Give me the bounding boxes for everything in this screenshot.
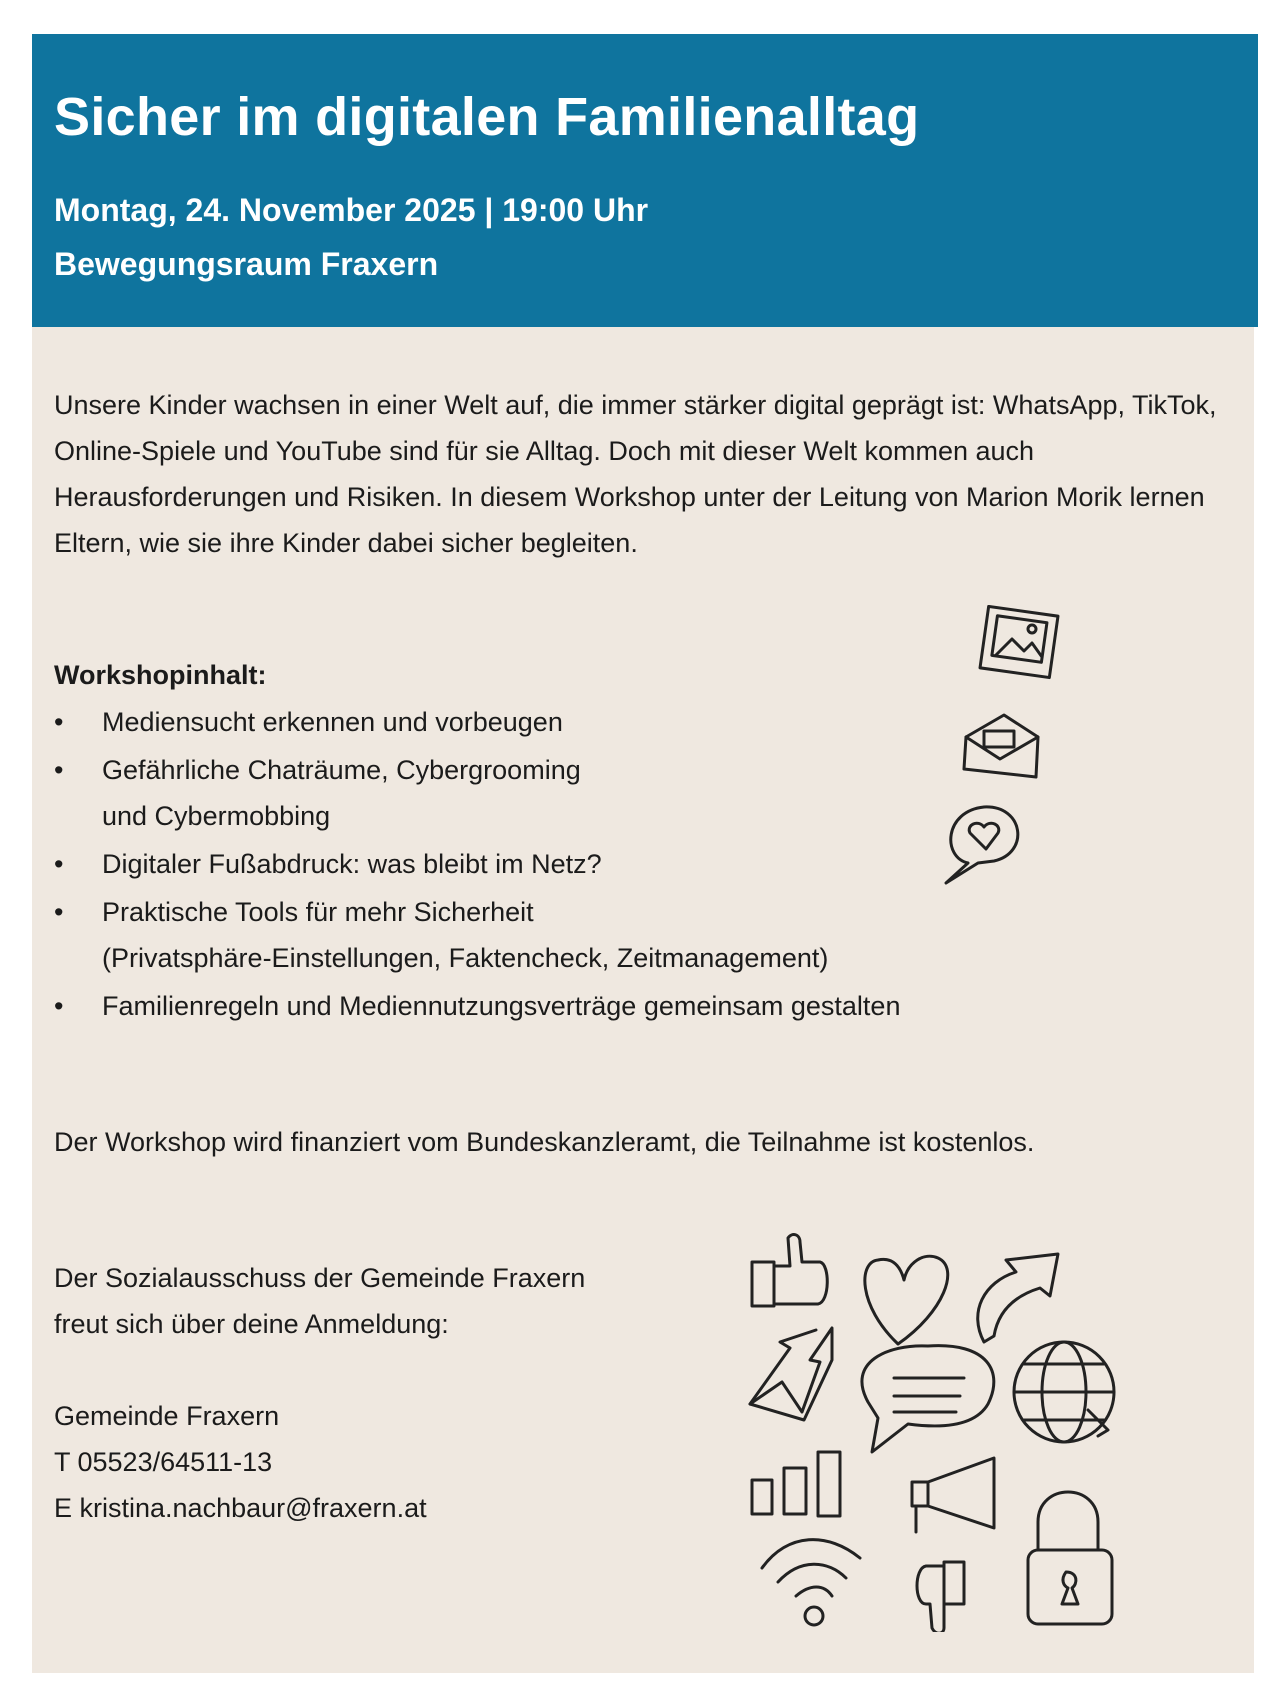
globe-icon <box>1014 1342 1114 1442</box>
page-title: Sicher im digitalen Familienalltag <box>54 87 920 147</box>
event-date: Montag, 24. November 2025 | 19:00 Uhr <box>54 192 649 228</box>
workshop-heading: Workshopinhalt: <box>54 660 267 690</box>
bullet: • <box>54 991 64 1021</box>
share-arrow-icon <box>978 1254 1058 1342</box>
contact-email: E kristina.nachbaur@fraxern.at <box>54 1493 427 1523</box>
heart-chat-icon <box>938 797 1038 887</box>
list-item-text: und Cybermobbing <box>102 801 331 831</box>
megaphone-icon <box>912 1458 994 1532</box>
bullet: • <box>54 897 64 927</box>
envelope-icon <box>954 707 1054 787</box>
up-arrow-icon <box>750 1328 832 1420</box>
thumbs-up-icon <box>752 1235 827 1306</box>
photo-icon <box>972 605 1072 685</box>
contact-intro-1: Der Sozialausschuss der Gemeinde Fraxern <box>54 1263 586 1293</box>
wifi-icon <box>762 1540 860 1625</box>
bullet: • <box>54 707 64 737</box>
contact-phone: T 05523/64511-13 <box>54 1447 273 1477</box>
bullet: • <box>54 755 64 785</box>
heart-icon <box>865 1256 948 1344</box>
bullet: • <box>54 849 64 879</box>
contact-org: Gemeinde Fraxern <box>54 1401 280 1431</box>
list-item-text: Familienregeln und Mediennutzungsverträge gemeinsam gestalten <box>102 991 901 1021</box>
list-item-text: Digitaler Fußabdruck: was bleibt im Netz? <box>102 849 602 879</box>
intro-paragraph: Unsere Kinder wachsen in einer Welt auf, die immer stärker digital geprägt ist: WhatsApp, TikTok, Online-Spiele und YouTube sind für sie Alltag. Doch mit dieser Welt kommen auch Herausforderungen und Risiken. In diesem Workshop unter der Leitung von Marion Morik lernen Eltern, wie sie ihre Kinder dabei sicher begleiten. <box>54 390 1217 558</box>
speech-bubble-icon <box>862 1346 994 1452</box>
funding-note: Der Workshop wird finanziert vom Bundeskanzleramt, die Teilnahme ist kostenlos. <box>54 1127 1035 1157</box>
content-area <box>32 327 1254 1673</box>
list-item-text: Praktische Tools für mehr Sicherheit <box>102 897 534 927</box>
social-media-icons <box>748 1232 1148 1632</box>
bar-chart-icon <box>752 1452 840 1516</box>
padlock-icon <box>1028 1492 1112 1624</box>
list-item-text: (Privatsphäre-Einstellungen, Faktencheck, Zeitmanagement) <box>102 943 829 973</box>
thumbs-down-icon <box>917 1562 964 1632</box>
list-item-text: Mediensucht erkennen und vorbeugen <box>102 707 563 737</box>
header-banner <box>32 34 1258 327</box>
contact-intro-2: freut sich über deine Anmeldung: <box>54 1309 449 1339</box>
list-item-text: Gefährliche Chaträume, Cybergrooming <box>102 755 581 785</box>
event-location: Bewegungsraum Fraxern <box>54 246 439 282</box>
